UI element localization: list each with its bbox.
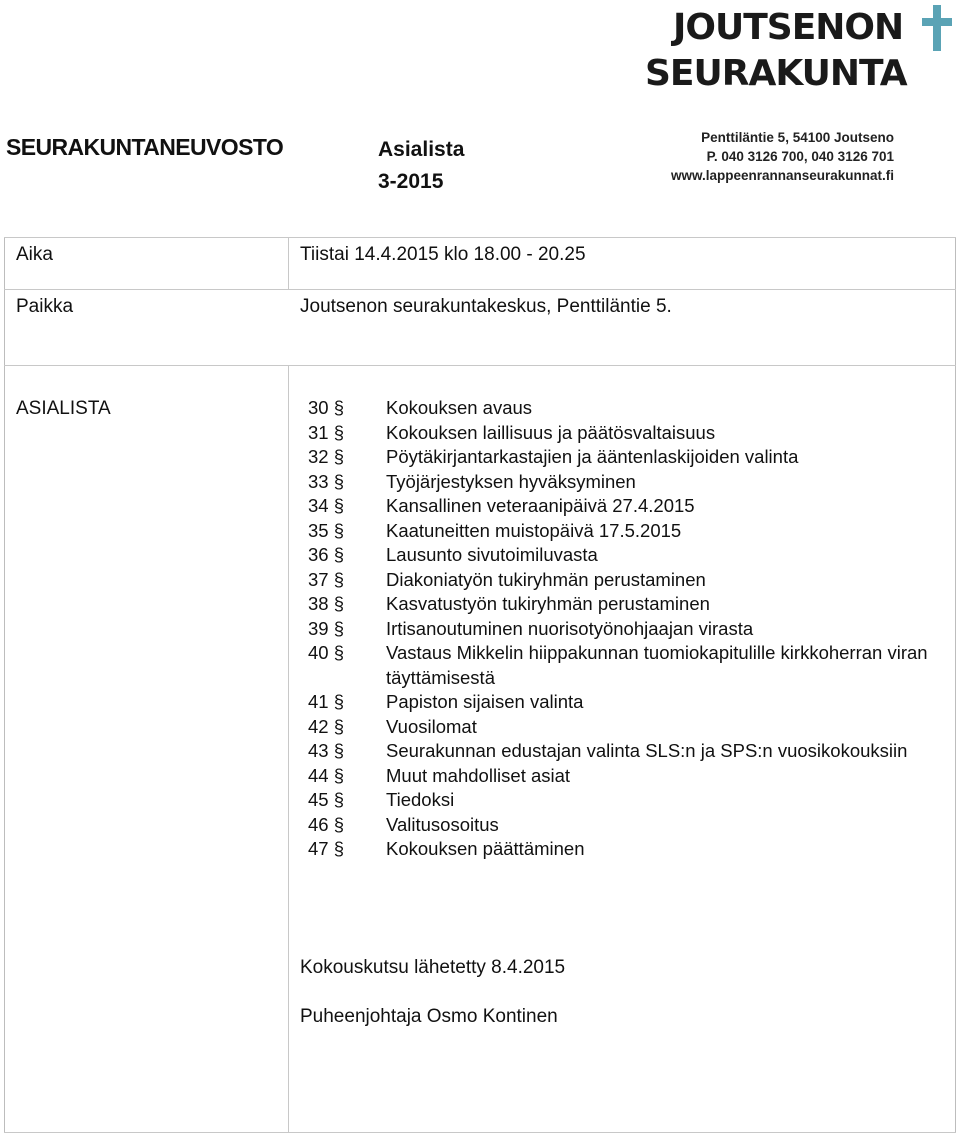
table-divider <box>4 237 956 238</box>
phone: P. 040 3126 700, 040 3126 701 <box>706 149 894 164</box>
logo-line-1: JOUTSENON <box>673 7 904 48</box>
agenda-item-text: Muut mahdolliset asiat <box>386 764 571 786</box>
logo-line-2: SEURAKUNTA <box>645 53 907 94</box>
agenda-item-number: 32 § <box>308 446 345 467</box>
agenda-item-number: 43 § <box>308 740 345 761</box>
agenda-item-number: 47 § <box>308 838 345 859</box>
agenda-item-text: Työjärjestyksen hyväksyminen <box>386 470 636 492</box>
agenda-item <box>300 837 940 862</box>
document-number: 3-2015 <box>378 170 444 193</box>
agenda-item-number: 34 § <box>308 495 345 516</box>
agenda-item-number: 31 § <box>308 421 345 443</box>
agenda-item-number: 38 § <box>308 593 345 614</box>
agenda-item-text: Vuosilomat <box>386 715 477 737</box>
agenda-item-text: Diakoniatyön tukiryhmän perustaminen <box>386 568 706 590</box>
agenda-item-text: Vastaus Mikkelin hiippakunnan tuomiokapitulille kirkkoherran viran täyttämisestä <box>386 642 928 688</box>
agenda-item-number: 39 § <box>308 617 345 639</box>
agenda-item <box>300 396 940 421</box>
agenda-label: ASIALISTA <box>16 398 111 419</box>
agenda-item-number: 30 § <box>308 397 345 418</box>
agenda-item-number: 35 § <box>308 519 345 541</box>
agenda-item <box>300 519 940 544</box>
agenda-item <box>300 592 940 617</box>
agenda-item <box>300 813 940 838</box>
agenda-item-number: 33 § <box>308 470 345 492</box>
column-divider <box>288 237 289 289</box>
time-value: Tiistai 14.4.2015 klo 18.00 - 20.25 <box>300 244 586 265</box>
agenda-item-text: Valitusosoitus <box>386 813 499 835</box>
chairperson: Puheenjohtaja Osmo Kontinen <box>300 1006 558 1027</box>
agenda-item-number: 45 § <box>308 789 345 810</box>
column-divider <box>288 365 289 1132</box>
agenda-item <box>300 690 940 715</box>
agenda-item <box>300 421 940 446</box>
table-divider <box>4 365 956 366</box>
agenda-item <box>300 788 940 813</box>
agenda-item <box>300 715 940 740</box>
agenda-item-text: Kansallinen veteraanipäivä 27.4.2015 <box>386 495 695 516</box>
table-divider <box>4 1132 956 1133</box>
cross-icon <box>922 5 952 51</box>
agenda-item-text: Kokouksen avaus <box>386 397 533 418</box>
agenda-item-text: Kaatuneitten muistopäivä 17.5.2015 <box>386 519 682 541</box>
invitation-sent: Kokouskutsu lähetetty 8.4.2015 <box>300 957 566 978</box>
time-label: Aika <box>16 244 53 265</box>
agenda-item <box>300 641 940 690</box>
agenda-item-text: Kasvatustyön tukiryhmän perustaminen <box>386 593 710 614</box>
council-title: SEURAKUNTANEUVOSTO <box>6 134 284 160</box>
agenda-item <box>300 494 940 519</box>
agenda-item <box>300 764 940 789</box>
agenda-item <box>300 568 940 593</box>
agenda-item-text: Seurakunnan edustajan valinta SLS:n ja SPS:n vuosikokouksiin <box>386 740 908 761</box>
place-value: Joutsenon seurakuntakeskus, Penttiläntie 5. <box>300 296 672 317</box>
agenda-item-number: 42 § <box>308 715 345 737</box>
table-divider <box>4 289 956 290</box>
agenda-item-number: 37 § <box>308 568 345 590</box>
agenda-item-number: 40 § <box>308 642 345 663</box>
agenda-item <box>300 739 940 764</box>
parish-logo <box>640 5 958 97</box>
agenda-item <box>300 445 940 470</box>
agenda-item <box>300 543 940 568</box>
agenda-list <box>300 396 940 862</box>
agenda-item-number: 46 § <box>308 813 345 835</box>
agenda-item-text: Kokouksen laillisuus ja päätösvaltaisuus <box>386 421 716 443</box>
agenda-item-text: Kokouksen päättäminen <box>386 838 585 859</box>
agenda-item-text: Tiedoksi <box>386 789 455 810</box>
address: Penttiläntie 5, 54100 Joutseno <box>701 130 894 145</box>
place-label: Paikka <box>16 296 74 317</box>
document-heading <box>378 134 464 198</box>
agenda-item-number: 44 § <box>308 764 345 786</box>
agenda-item-text: Pöytäkirjantarkastajien ja ääntenlaskijoiden valinta <box>386 446 799 467</box>
agenda-item-text: Papiston sijaisen valinta <box>386 691 584 712</box>
document-type: Asialista <box>378 138 465 161</box>
website-link[interactable]: www.lappeenrannanseurakunnat.fi <box>670 168 894 183</box>
agenda-item-number: 36 § <box>308 544 345 565</box>
agenda-item <box>300 470 940 495</box>
agenda-item-text: Irtisanoutuminen nuorisotyönohjaajan virasta <box>386 617 754 639</box>
agenda-item-number: 41 § <box>308 691 345 712</box>
agenda-item <box>300 617 940 642</box>
agenda-item-text: Lausunto sivutoimiluvasta <box>386 544 598 565</box>
contact-info <box>671 128 894 185</box>
